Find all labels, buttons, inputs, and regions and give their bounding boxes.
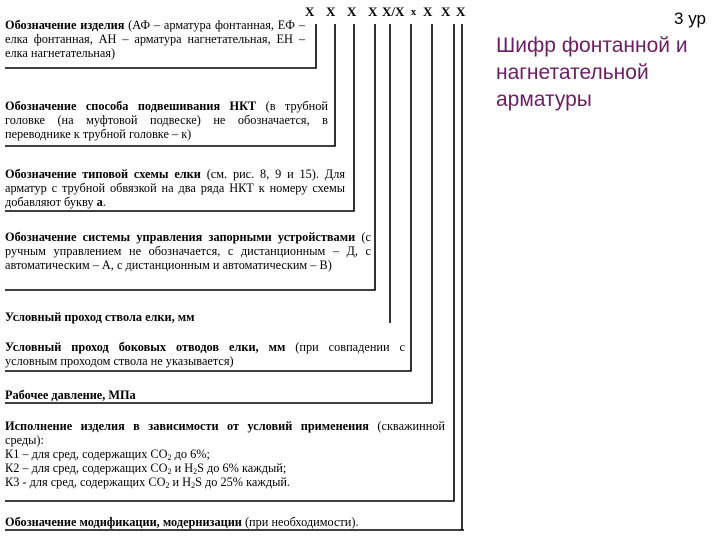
block-heading: Условный проход боковых отводов елки, мм	[5, 340, 286, 354]
block-text: (скважинной среды):	[5, 419, 445, 447]
block-heading: Исполнение изделия в зависимости от условий применения	[5, 419, 369, 433]
block-text: (АФ – арматура фонтанная, ЕФ – елка фонтанная, АН – арматура нагнетательная, ЕН – елка нагнетательная)	[5, 18, 305, 60]
code-symbol: X/X	[382, 4, 405, 19]
connector-line	[5, 24, 454, 501]
environment-k2: К2 – для сред, содержащих $СО_2$ и $Н_2S$ до 6% каждый;	[5, 461, 287, 476]
environment-k1: К1 – для сред, содержащих $СО_2$ до 6%;	[5, 447, 210, 462]
block-heading: Обозначение типовой схемы елки	[5, 167, 201, 181]
code-symbol: X	[456, 4, 466, 19]
block-heading: Условный проход ствола елки, мм	[5, 310, 195, 324]
slide-title: Шифр фонтанной и нагнетательной арматуры	[496, 34, 688, 111]
code-symbol: X	[326, 4, 336, 19]
block-text: (при необходимости).	[241, 515, 359, 529]
block-letter: а	[96, 195, 103, 209]
connector-line	[5, 24, 354, 211]
environment-k3: К3 - для сред, содержащих $СО_2$ и $Н_2S$ до 25% каждый.	[5, 475, 291, 490]
connector-line	[5, 24, 335, 146]
block-heading: Рабочее давление, МПа	[5, 388, 136, 402]
code-symbol: X	[423, 4, 433, 19]
block-heading: Обозначение модификации, модернизации	[5, 515, 242, 529]
connector-line	[5, 24, 375, 290]
block-text: .	[102, 195, 106, 209]
block-text: (см. рис. 8, 9 и 15). Для арматур с трубной обвязкой на два ряда НКТ к номеру схемы добавляют букву	[5, 167, 345, 209]
level-badge: 3 ур	[674, 9, 706, 28]
block-heading: Обозначение системы управления запорными устройствами	[5, 230, 356, 244]
code-symbol: X	[368, 4, 378, 19]
code-symbol: X	[347, 4, 357, 19]
block-text: (при совпадении с условным проходом ствола не указывается)	[5, 340, 405, 368]
connector-line	[5, 24, 316, 68]
code-symbol: X	[441, 4, 451, 19]
code-symbol: x	[411, 7, 416, 18]
code-symbol: X	[305, 4, 315, 19]
block-text: (в трубной головке (на муфтовой подвеске) не обозначается, в переводнике к трубной головке – к)	[5, 99, 328, 141]
block-heading: Обозначение способа подвешивания НКТ	[5, 99, 257, 113]
block-text: (с ручным управлением не обозначается, с дистанционным – Д, с автоматическим – А, с дистанционным и автоматическим – В)	[5, 230, 371, 272]
connector-line	[5, 24, 411, 371]
connector-line	[5, 24, 432, 403]
block-heading: Обозначение изделия	[5, 18, 125, 32]
